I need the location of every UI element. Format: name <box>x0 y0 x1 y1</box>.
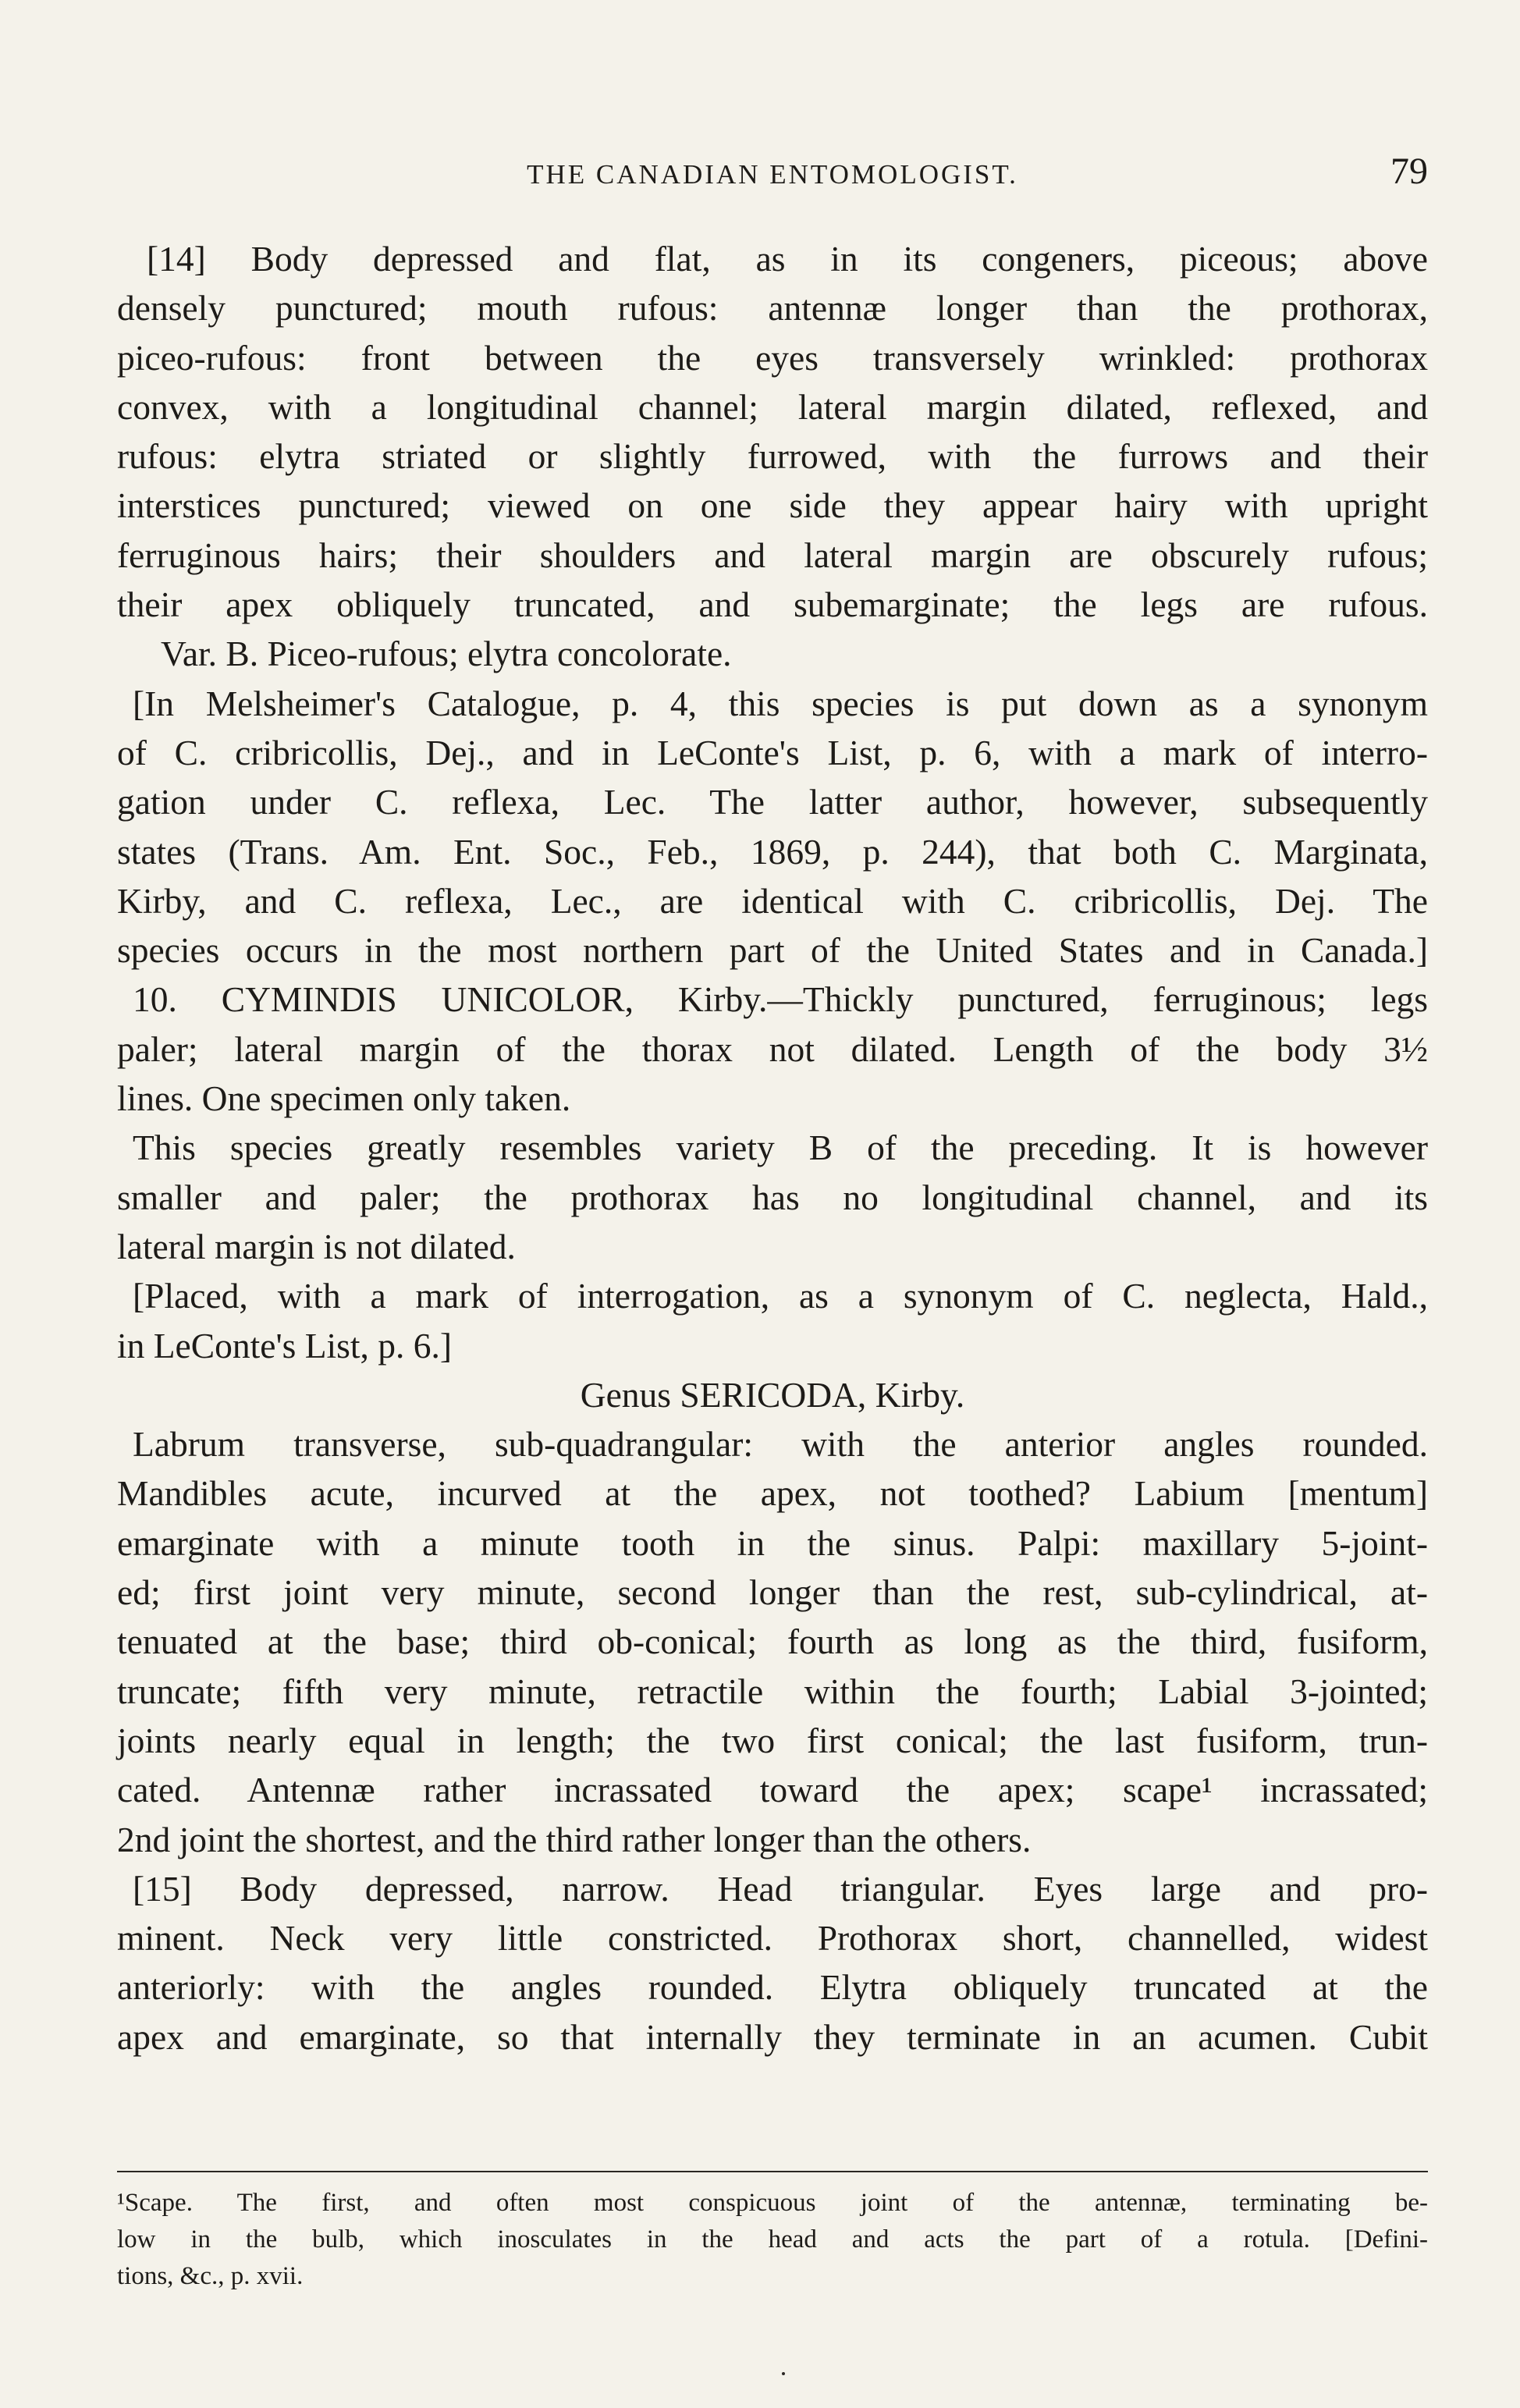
text-line: states (Trans. Am. Ent. Soc., Feb., 1869, p. 244), that both C. Marginata, <box>117 831 1428 872</box>
text-line: of C. cribricollis, Dej., and in LeConte's List, p. 6, with a mark of interro- <box>117 732 1428 772</box>
text-line: species occurs in the most northern part of the United States and in Canada.] <box>117 930 1428 971</box>
text-line: This species greatly resembles variety B of the preceding. It is however <box>133 1128 1428 1168</box>
body-text <box>117 234 1428 2062</box>
text-line: minent. Neck very little constricted. Prothorax short, channelled, widest <box>117 1918 1428 1959</box>
text-line: joints nearly equal in length; the two first conical; the last fusiform, trun- <box>117 1720 1428 1760</box>
text-line: lines. One specimen only taken. <box>117 1078 571 1119</box>
text-line: apex and emarginate, so that internally they terminate in an acumen. Cubit <box>117 2016 1428 2057</box>
text-line: densely punctured; mouth rufous: antennæ longer than the prothorax, <box>117 288 1428 329</box>
footnote-rule <box>117 2171 1428 2172</box>
text-line: [Placed, with a mark of interrogation, as a synonym of C. neglecta, Hald., <box>133 1276 1428 1316</box>
text-line: Mandibles acute, incurved at the apex, not toothed? Labium [mentum] <box>117 1473 1428 1514</box>
text-line: interstices punctured; viewed on one side they appear hairy with upright <box>117 485 1428 526</box>
footnote <box>117 2185 1428 2295</box>
print-speck <box>782 2372 785 2375</box>
text-line: 2nd joint the shortest, and the third rather longer than the others. <box>117 1819 1032 1859</box>
footnote-line: tions, &c., p. xvii. <box>117 2262 304 2290</box>
text-line: gation under C. reflexa, Lec. The latter author, however, subsequently <box>117 782 1428 822</box>
page-number: 79 <box>1390 151 1428 192</box>
text-line: Kirby, and C. reflexa, Lec., are identical with C. cribricollis, Dej. The <box>117 880 1428 921</box>
text-line: tenuated at the base; third ob-conical; fourth as long as the third, fusiform, <box>117 1621 1428 1662</box>
text-line: [15] Body depressed, narrow. Head triangular. Eyes large and pro- <box>133 1868 1428 1909</box>
text-line: their apex obliquely truncated, and subemarginate; the legs are rufous. <box>117 584 1428 625</box>
text-line: Var. B. Piceo-rufous; elytra concolorate. <box>161 634 732 674</box>
page-header <box>117 150 1428 204</box>
footnote-line: low in the bulb, which inosculates in the head and acts the part of a rotula. [Defini- <box>117 2225 1428 2254</box>
text-line: paler; lateral margin of the thorax not dilated. Length of the body 3½ <box>117 1028 1428 1069</box>
text-line: anteriorly: with the angles rounded. Elytra obliquely truncated at the <box>117 1967 1428 2008</box>
text-line: convex, with a longitudinal channel; lateral margin dilated, reflexed, and <box>117 386 1428 427</box>
text-line: rufous: elytra striated or slightly furrowed, with the furrows and their <box>117 436 1428 477</box>
text-line: lateral margin is not dilated. <box>117 1226 516 1266</box>
running-title: THE CANADIAN ENTOMOLOGIST. <box>527 159 1018 190</box>
text-line: piceo-rufous: front between the eyes transversely wrinkled: prothorax <box>117 337 1428 378</box>
text-line: cated. Antennæ rather incrassated toward the apex; scape¹ incrassated; <box>117 1770 1428 1810</box>
text-line: Labrum transverse, sub-quadrangular: with the anterior angles rounded. <box>133 1424 1428 1465</box>
text-line: smaller and paler; the prothorax has no longitudinal channel, and its <box>117 1177 1428 1217</box>
text-line: 10. CYMINDIS UNICOLOR, Kirby.—Thickly punctured, ferruginous; legs <box>133 979 1428 1020</box>
footnote-line: ¹Scape. The first, and often most conspicuous joint of the antennæ, terminating be- <box>117 2189 1428 2217</box>
text-line: in LeConte's List, p. 6.] <box>117 1325 453 1366</box>
text-line: [In Melsheimer's Catalogue, p. 4, this species is put down as a synonym <box>133 683 1428 723</box>
text-line: emarginate with a minute tooth in the sinus. Palpi: maxillary 5-joint- <box>117 1522 1428 1563</box>
text-line: ferruginous hairs; their shoulders and lateral margin are obscurely rufous; <box>117 535 1428 575</box>
text-line: [14] Body depressed and flat, as in its congeners, piceous; above <box>147 239 1428 279</box>
text-line: ed; first joint very minute, second longer than the rest, sub-cylindrical, at- <box>117 1572 1428 1613</box>
text-line: truncate; fifth very minute, retractile within the fourth; Labial 3-jointed; <box>117 1671 1428 1711</box>
section-heading: Genus SERICODA, Kirby. <box>580 1374 965 1415</box>
